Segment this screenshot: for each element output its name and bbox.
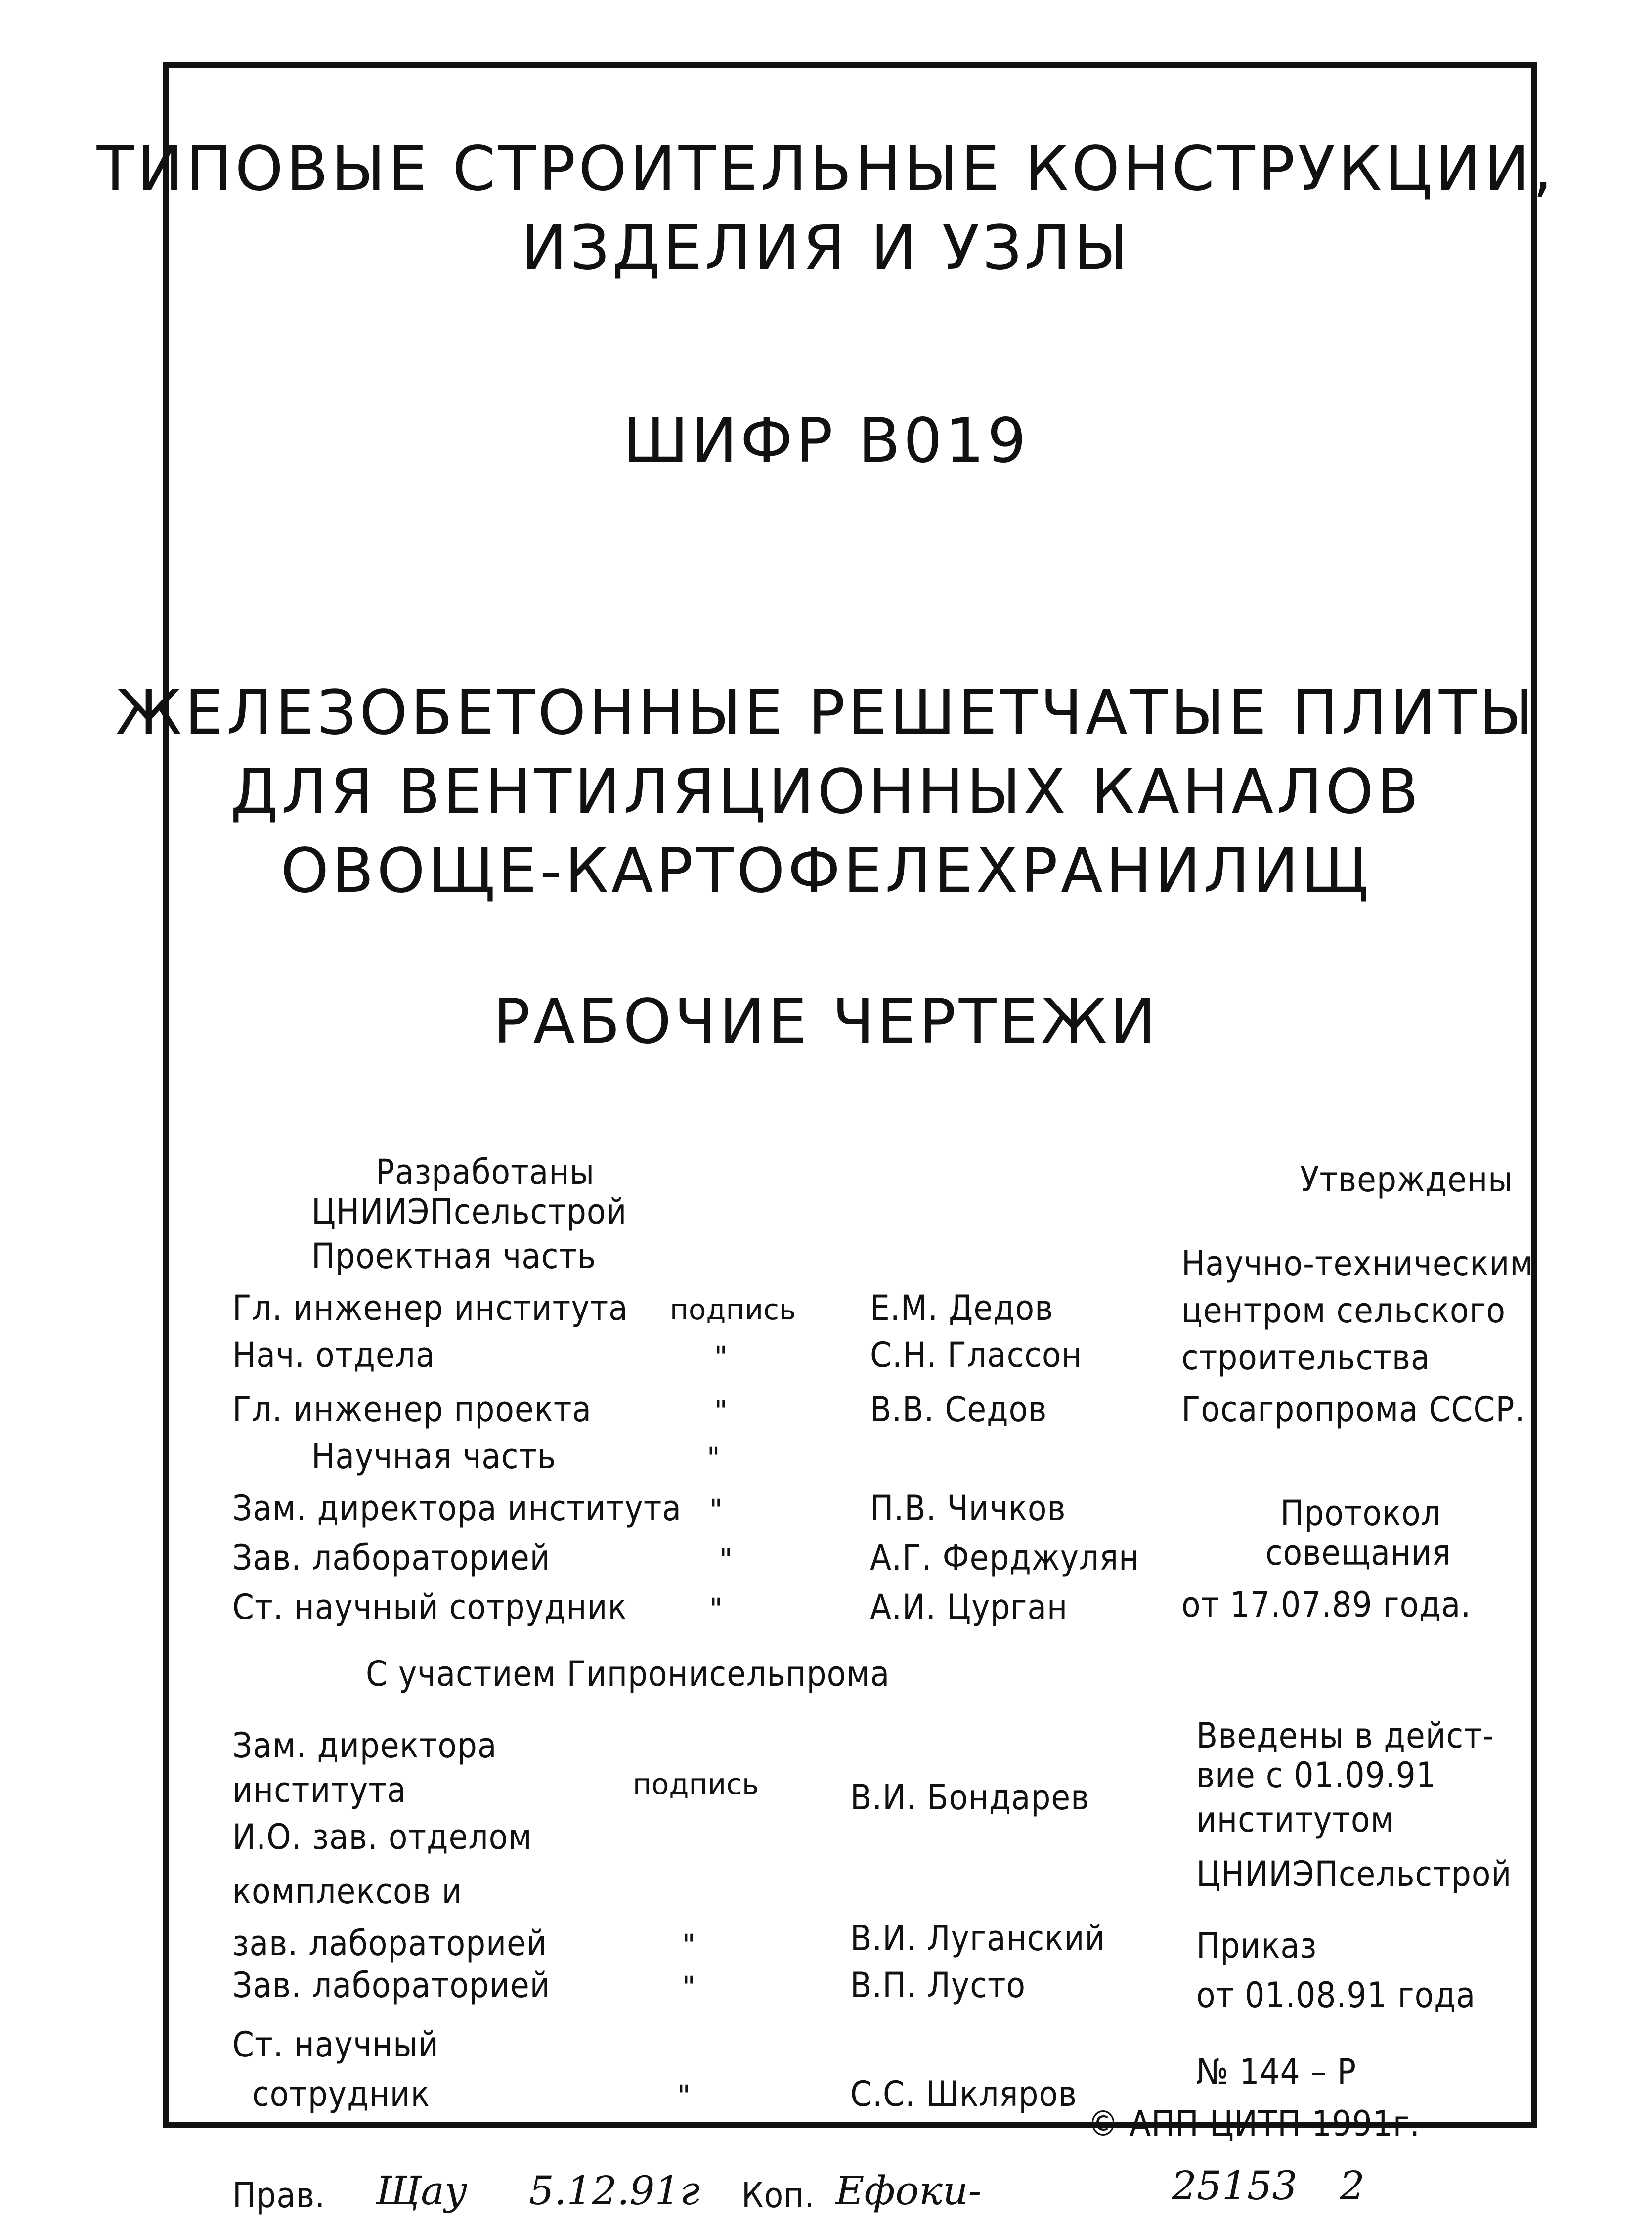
ditto-mark: " bbox=[709, 1592, 723, 1625]
approved-label: Утверждены bbox=[1300, 1159, 1513, 1200]
introduced-line: институтом bbox=[1196, 1799, 1394, 1840]
role-text: Зам. директора института bbox=[232, 1488, 682, 1529]
name-text: С.Н. Глассон bbox=[870, 1335, 1083, 1375]
footer-prav-label: Прав. bbox=[232, 2175, 326, 2216]
ditto-mark: " bbox=[714, 1394, 728, 1428]
page-number: 2 bbox=[1340, 2163, 1365, 2209]
document-number: 25153 bbox=[1172, 2163, 1298, 2209]
sign-text: подпись bbox=[670, 1293, 796, 1326]
name-text: С.С. Шкляров bbox=[850, 2074, 1078, 2114]
ditto-mark: " bbox=[714, 1340, 728, 1373]
title-line-1: ЖЕЛЕЗОБЕТОННЫЕ РЕШЕТЧАТЫЕ ПЛИТЫ bbox=[116, 677, 1536, 748]
approved-org-line: Научно-техническим bbox=[1181, 1243, 1534, 1284]
approved-org-line: строительства bbox=[1181, 1337, 1431, 1378]
name-text: Е.М. Дедов bbox=[870, 1288, 1054, 1328]
role-text: Зав. лабораторией bbox=[232, 1965, 551, 2006]
role-text: зав. лабораторией bbox=[232, 1923, 547, 1964]
title-line-2: ДЛЯ ВЕНТИЛЯЦИОННЫХ КАНАЛОВ bbox=[230, 756, 1422, 828]
role-text: Ст. научный bbox=[232, 2024, 439, 2065]
role-text: института bbox=[232, 1770, 407, 1810]
footer-kop-label: Коп. bbox=[741, 2175, 815, 2216]
role-text: Зам. директора bbox=[232, 1725, 497, 1766]
order-line: Приказ bbox=[1196, 1925, 1317, 1966]
ditto-mark: " bbox=[709, 1493, 723, 1527]
role-text: сотрудник bbox=[252, 2074, 430, 2114]
sign-text: подпись bbox=[633, 1767, 759, 1801]
signature: Ефоки- bbox=[835, 2168, 982, 2214]
ditto-mark: " bbox=[719, 1542, 733, 1576]
name-text: А.И. Цурган bbox=[870, 1587, 1068, 1627]
role-text: Нач. отдела bbox=[232, 1335, 435, 1375]
protocol-line: совещания bbox=[1265, 1532, 1451, 1573]
name-text: В.В. Седов bbox=[870, 1389, 1047, 1430]
copyright: © АПП ЦИТП 1991г. bbox=[1087, 2103, 1420, 2144]
ditto-mark: " bbox=[682, 1970, 696, 2004]
ditto-mark: " bbox=[682, 1928, 696, 1962]
role-text: Зав. лабораторией bbox=[232, 1537, 551, 1578]
title-line-3: ОВОЩЕ-КАРТОФЕЛЕХРАНИЛИЩ bbox=[280, 835, 1372, 907]
developed-label: Разработаны bbox=[376, 1152, 595, 1192]
introduced-line: ЦНИИЭПсельстрой bbox=[1196, 1854, 1512, 1894]
footer-date: 5.12.91г bbox=[529, 2168, 700, 2214]
order-date: от 01.08.91 года bbox=[1196, 1975, 1476, 2015]
role-text: комплексов и bbox=[232, 1871, 463, 1912]
name-text: В.И. Луганский bbox=[850, 1918, 1106, 1959]
ditto-mark: " bbox=[707, 1441, 720, 1475]
role-text: Гл. инженер института bbox=[232, 1288, 628, 1328]
approved-org-line: Госагропрома СССР. bbox=[1181, 1389, 1525, 1430]
protocol-line: Протокол bbox=[1280, 1493, 1441, 1533]
header-line-2: ИЗДЕЛИЯ И УЗЛЫ bbox=[521, 213, 1131, 284]
subtitle: РАБОЧИЕ ЧЕРТЕЖИ bbox=[493, 986, 1159, 1057]
order-number: № 144 – Р bbox=[1196, 2052, 1357, 2092]
name-text: П.В. Чичков bbox=[870, 1488, 1066, 1529]
protocol-date: от 17.07.89 года. bbox=[1181, 1584, 1472, 1625]
signature: Щау bbox=[376, 2168, 468, 2214]
approved-org-line: центром сельского bbox=[1181, 1290, 1506, 1331]
name-text: А.Г. Ферджулян bbox=[870, 1537, 1140, 1578]
role-text: Ст. научный сотрудник bbox=[232, 1587, 627, 1627]
header-line-1: ТИПОВЫЕ СТРОИТЕЛЬНЫЕ КОНСТРУКЦИИ, bbox=[96, 133, 1556, 205]
introduced-line: вие с 01.09.91 bbox=[1196, 1755, 1436, 1795]
ditto-mark: " bbox=[677, 2079, 691, 2112]
developed-org: ЦНИИЭПсельстрой bbox=[311, 1191, 627, 1232]
role-text: Гл. инженер проекта bbox=[232, 1389, 592, 1430]
participation-heading: С участием Гипронисельпрома bbox=[366, 1654, 890, 1694]
role-text: И.О. зав. отделом bbox=[232, 1817, 532, 1857]
name-text: В.П. Лусто bbox=[850, 1965, 1026, 2006]
code-label: ШИФР В019 bbox=[622, 405, 1030, 477]
science-part-heading: Научная часть bbox=[311, 1436, 557, 1477]
project-part-heading: Проектная часть bbox=[311, 1236, 597, 1276]
introduced-line: Введены в дейст- bbox=[1196, 1715, 1494, 1756]
name-text: В.И. Бондарев bbox=[850, 1777, 1090, 1818]
